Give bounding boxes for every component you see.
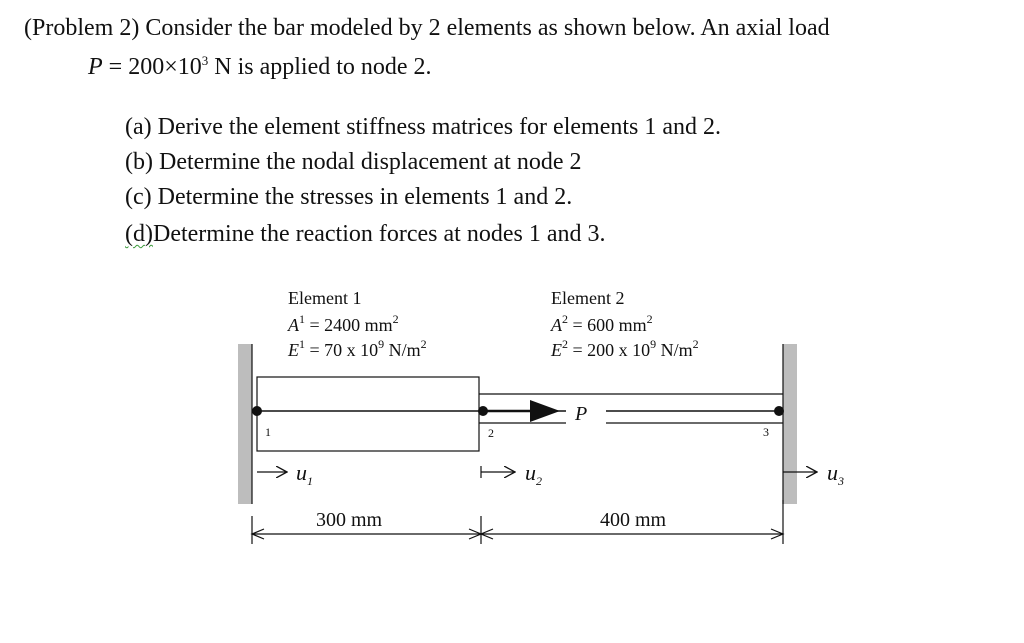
length-element2: 400 mm	[600, 509, 667, 531]
svg-text:u1: $u_1$	[296, 460, 313, 488]
problem-intro-text: (Problem 2) Consider the bar modeled by 2 elements as shown below. An axial load	[24, 15, 830, 41]
element1-area: $A^1 = 2400$ $mm^2$	[288, 312, 399, 335]
load-equation: = 200×10	[102, 54, 202, 80]
length-element1: 300 mm	[316, 509, 383, 531]
element1-title: Element 1	[288, 288, 362, 308]
displacement-u2	[481, 460, 542, 488]
load-variable: P	[88, 54, 103, 80]
right-wall	[783, 344, 797, 504]
load-arrow-head	[530, 400, 560, 422]
element1-modulus: $E^1 = 70$ x $10^9$ $N/m^2$	[288, 337, 427, 360]
node3-label: 3	[763, 425, 769, 439]
left-wall	[238, 344, 252, 504]
element1-properties	[287, 288, 427, 360]
node1-dot	[252, 406, 262, 416]
part-d-label: (d)	[125, 221, 153, 247]
element2-properties	[550, 288, 699, 360]
part-c-text: (c) Determine the stresses in elements 1 and 2.	[125, 184, 573, 210]
node3-dot	[774, 406, 784, 416]
element2-title: Element 2	[551, 288, 625, 308]
load-description: N is applied to node 2.	[208, 54, 432, 80]
node2-dot	[478, 406, 488, 416]
element2-modulus: $E^2 = 200$ x $10^9$ $N/m^2$	[551, 337, 699, 360]
displacement-u1	[257, 460, 313, 488]
load-label: P	[575, 403, 588, 425]
node1-label: 1	[265, 425, 271, 439]
part-b-text: (b) Determine the nodal displacement at node 2	[125, 149, 582, 175]
svg-text:u3: $u_3$	[827, 460, 844, 488]
part-d-text: Determine the reaction forces at nodes 1 and 3.	[152, 221, 606, 247]
part-a-text: (a) Derive the element stiffness matrices for elements 1 and 2.	[125, 114, 722, 140]
node2-label: 2	[488, 426, 494, 440]
element2-area: $A^2 = 600$ $mm^2$	[551, 312, 653, 335]
svg-text:u2: $u_2$	[525, 460, 542, 488]
load-exponent: 3	[201, 53, 209, 68]
element1-bar	[257, 377, 479, 451]
